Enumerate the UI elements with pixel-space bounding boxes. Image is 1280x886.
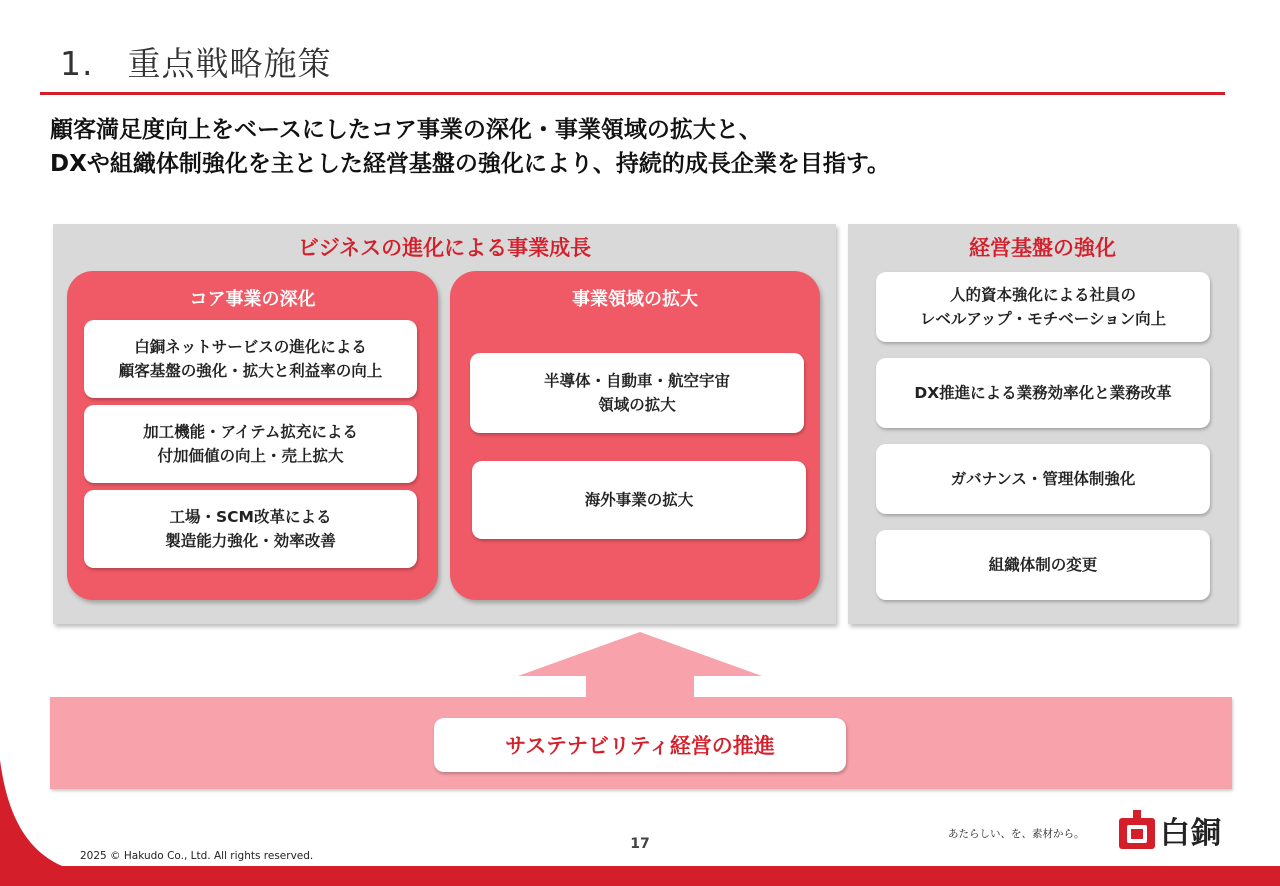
copyright: 2025 © Hakudo Co., Ltd. All rights reserved. xyxy=(80,850,314,862)
expansion-item-overseas: 海外事業の拡大 xyxy=(472,461,806,539)
foundation-item-organization: 組織体制の変更 xyxy=(876,530,1210,600)
foundation-item-dx: DX推進による業務効率化と業務改革 xyxy=(876,358,1210,428)
slide-title: 1. 重点戦略施策 xyxy=(60,44,332,83)
logo-text: 白銅 xyxy=(1160,816,1222,851)
headline-line-2: DXや組織体制強化を主とした経営基盤の強化により、持続的成長企業を目指す。 xyxy=(50,151,890,177)
company-logo xyxy=(1118,808,1222,852)
business-expansion-column xyxy=(450,271,820,600)
core-business-column xyxy=(67,271,438,600)
tagline: あたらしい、を、素材から。 xyxy=(948,828,1085,840)
title-divider xyxy=(40,92,1225,95)
up-arrow-icon xyxy=(518,632,762,702)
business-growth-panel-title: ビジネスの進化による事業成長 xyxy=(297,236,592,260)
core-item-net-service: 白銅ネットサービスの進化による 顧客基盤の強化・拡大と利益率の向上 xyxy=(84,320,417,398)
core-business-title: コア事業の深化 xyxy=(189,289,316,310)
foundation-item-governance: ガバナンス・管理体制強化 xyxy=(876,444,1210,514)
core-item-processing: 加工機能・アイテム拡充による 付加価値の向上・売上拡大 xyxy=(84,405,417,483)
sustainability-label: サステナビリティ経営の推進 xyxy=(434,718,846,772)
headline-line-1: 顧客満足度向上をベースにしたコア事業の深化・事業領域の拡大と、 xyxy=(50,117,762,143)
business-expansion-title: 事業領域の拡大 xyxy=(572,289,698,310)
core-item-factory-scm: 工場・SCM改革による 製造能力強化・効率改善 xyxy=(84,490,417,568)
expansion-item-industries: 半導体・自動車・航空宇宙 領域の拡大 xyxy=(470,353,804,433)
headline xyxy=(50,113,890,181)
management-foundation-panel xyxy=(848,224,1237,624)
foundation-item-human-capital: 人的資本強化による社員の レベルアップ・モチベーション向上 xyxy=(876,272,1210,342)
page-number: 17 xyxy=(630,836,650,852)
management-foundation-panel-title: 経営基盤の強化 xyxy=(969,236,1116,260)
hakudo-logo-mark-icon xyxy=(1118,810,1156,850)
footer-bar xyxy=(0,866,1280,886)
business-growth-panel xyxy=(53,224,836,624)
